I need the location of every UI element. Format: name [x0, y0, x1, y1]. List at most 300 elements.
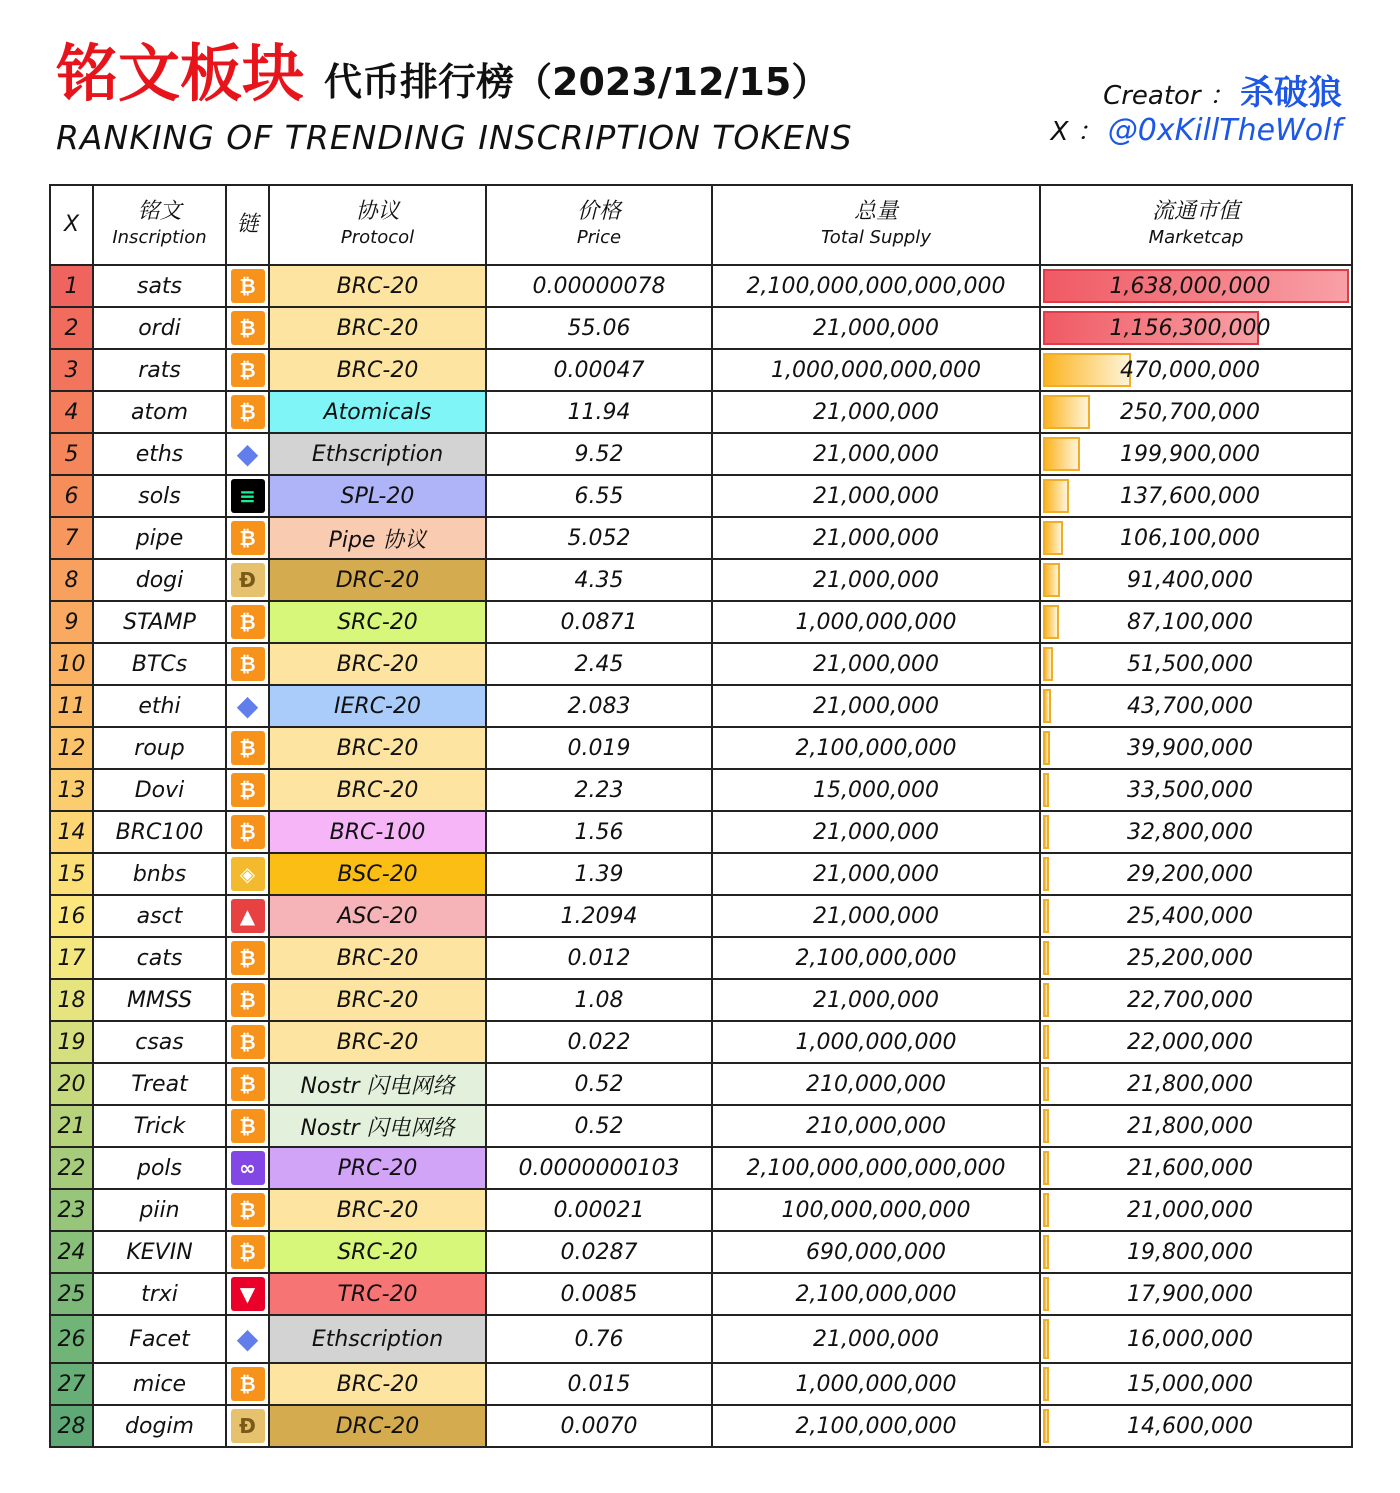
chain-cell	[226, 895, 269, 937]
total-supply-cell: 2,100,000,000	[712, 937, 1040, 979]
protocol-cell: BRC-20	[269, 1363, 486, 1405]
total-supply-cell: 21,000,000	[712, 433, 1040, 475]
marketcap-bar	[1043, 395, 1090, 429]
inscription-name: BTCs	[93, 643, 226, 685]
price-cell: 1.56	[486, 811, 712, 853]
chain-cell	[226, 1189, 269, 1231]
table-row	[50, 853, 1352, 895]
protocol-cell: Ethscription	[269, 1315, 486, 1363]
total-supply-cell: 100,000,000,000	[712, 1189, 1040, 1231]
marketcap-cell	[1040, 265, 1352, 307]
table-row	[50, 517, 1352, 559]
bnb-icon: ◈	[231, 857, 265, 891]
chain-cell	[226, 1063, 269, 1105]
price-cell: 11.94	[486, 391, 712, 433]
bitcoin-icon: ₿	[231, 605, 265, 639]
total-supply-cell: 210,000,000	[712, 1063, 1040, 1105]
total-supply-cell: 21,000,000	[712, 559, 1040, 601]
total-supply-cell: 2,100,000,000,000,000	[712, 1147, 1040, 1189]
table-row	[50, 1189, 1352, 1231]
inscription-name: trxi	[93, 1273, 226, 1315]
inscription-name: dogim	[93, 1405, 226, 1447]
table-header-row	[50, 185, 1352, 265]
marketcap-value: 25,200,000	[1127, 945, 1253, 971]
protocol-cell: ASC-20	[269, 895, 486, 937]
rank-cell: 7	[50, 517, 93, 559]
rank-cell: 15	[50, 853, 93, 895]
marketcap-value: 14,600,000	[1127, 1413, 1253, 1439]
marketcap-cell	[1040, 475, 1352, 517]
marketcap-cell	[1040, 1147, 1352, 1189]
bitcoin-icon: ₿	[231, 395, 265, 429]
table-row	[50, 937, 1352, 979]
price-cell: 0.0287	[486, 1231, 712, 1273]
total-supply-cell: 1,000,000,000	[712, 1021, 1040, 1063]
marketcap-bar	[1043, 773, 1049, 807]
chain-cell	[226, 769, 269, 811]
chain-cell	[226, 391, 269, 433]
table-row	[50, 559, 1352, 601]
chain-cell	[226, 1147, 269, 1189]
creator-name: 杀破狼	[1240, 73, 1342, 113]
bitcoin-icon: ₿	[231, 1109, 265, 1143]
bitcoin-icon: ₿	[231, 815, 265, 849]
total-supply-cell: 210,000,000	[712, 1105, 1040, 1147]
rank-cell: 8	[50, 559, 93, 601]
marketcap-bar	[1043, 479, 1069, 513]
price-cell: 9.52	[486, 433, 712, 475]
marketcap-value: 250,700,000	[1120, 399, 1260, 425]
chain-cell	[226, 685, 269, 727]
marketcap-cell	[1040, 349, 1352, 391]
rank-cell: 1	[50, 265, 93, 307]
marketcap-cell	[1040, 1189, 1352, 1231]
marketcap-cell	[1040, 811, 1352, 853]
marketcap-value: 199,900,000	[1120, 441, 1260, 467]
price-cell: 0.00021	[486, 1189, 712, 1231]
protocol-cell: DRC-20	[269, 559, 486, 601]
rank-cell: 12	[50, 727, 93, 769]
marketcap-cell	[1040, 1063, 1352, 1105]
inscription-name: Facet	[93, 1315, 226, 1363]
price-cell: 6.55	[486, 475, 712, 517]
marketcap-value: 87,100,000	[1127, 609, 1253, 635]
marketcap-bar	[1043, 605, 1059, 639]
total-supply-cell: 2,100,000,000	[712, 1273, 1040, 1315]
chain-cell	[226, 265, 269, 307]
bitcoin-icon: ₿	[231, 1367, 265, 1401]
marketcap-cell	[1040, 601, 1352, 643]
col-header-protocol: 协议 Protocol	[269, 185, 486, 265]
price-cell: 55.06	[486, 307, 712, 349]
table-row	[50, 811, 1352, 853]
protocol-cell: SPL-20	[269, 475, 486, 517]
total-supply-cell: 1,000,000,000,000	[712, 349, 1040, 391]
marketcap-value: 32,800,000	[1127, 819, 1253, 845]
inscription-name: csas	[93, 1021, 226, 1063]
col-header-total-supply: 总量 Total Supply	[712, 185, 1040, 265]
total-supply-cell: 21,000,000	[712, 643, 1040, 685]
inscription-name: mice	[93, 1363, 226, 1405]
marketcap-value: 22,700,000	[1127, 987, 1253, 1013]
marketcap-cell	[1040, 685, 1352, 727]
price-cell: 0.022	[486, 1021, 712, 1063]
table-row	[50, 979, 1352, 1021]
page-subtitle: RANKING OF TRENDING INSCRIPTION TOKENS	[56, 118, 853, 157]
protocol-cell: BRC-100	[269, 811, 486, 853]
marketcap-value: 1,638,000,000	[1109, 273, 1271, 299]
total-supply-cell: 21,000,000	[712, 895, 1040, 937]
ethereum-icon: ◆	[236, 689, 259, 722]
price-cell: 0.012	[486, 937, 712, 979]
chain-cell	[226, 1105, 269, 1147]
price-cell: 2.45	[486, 643, 712, 685]
total-supply-cell: 2,100,000,000	[712, 727, 1040, 769]
bitcoin-icon: ₿	[231, 647, 265, 681]
protocol-cell: DRC-20	[269, 1405, 486, 1447]
marketcap-value: 21,600,000	[1127, 1155, 1253, 1181]
table-row	[50, 1147, 1352, 1189]
rank-cell: 5	[50, 433, 93, 475]
price-cell: 0.0085	[486, 1273, 712, 1315]
protocol-cell: Nostr 闪电网络	[269, 1105, 486, 1147]
protocol-cell: PRC-20	[269, 1147, 486, 1189]
chain-cell	[226, 601, 269, 643]
chain-cell	[226, 349, 269, 391]
marketcap-bar	[1043, 1277, 1049, 1311]
table-row	[50, 601, 1352, 643]
polygon-icon: ∞	[231, 1151, 265, 1185]
table-row	[50, 727, 1352, 769]
marketcap-bar	[1043, 1319, 1049, 1359]
creator-label: Creator ：	[1103, 81, 1235, 111]
price-cell: 0.76	[486, 1315, 712, 1363]
bitcoin-icon: ₿	[231, 1193, 265, 1227]
marketcap-bar	[1043, 1193, 1049, 1227]
chain-cell	[226, 433, 269, 475]
ethereum-icon: ◆	[236, 437, 259, 470]
inscription-name: cats	[93, 937, 226, 979]
marketcap-value: 33,500,000	[1127, 777, 1253, 803]
protocol-cell: Nostr 闪电网络	[269, 1063, 486, 1105]
ranking-table	[49, 184, 1353, 1448]
inscription-name: roup	[93, 727, 226, 769]
protocol-cell: BRC-20	[269, 1189, 486, 1231]
inscription-name: MMSS	[93, 979, 226, 1021]
marketcap-cell	[1040, 1405, 1352, 1447]
rank-cell: 19	[50, 1021, 93, 1063]
marketcap-cell	[1040, 895, 1352, 937]
table-row	[50, 433, 1352, 475]
x-label: X ：	[1050, 117, 1103, 147]
x-handle-link[interactable]: @0xKillTheWolf	[1107, 113, 1342, 148]
marketcap-cell	[1040, 433, 1352, 475]
protocol-cell: SRC-20	[269, 601, 486, 643]
table-row	[50, 1363, 1352, 1405]
table-row	[50, 1231, 1352, 1273]
marketcap-cell	[1040, 517, 1352, 559]
chain-cell	[226, 307, 269, 349]
rank-cell: 23	[50, 1189, 93, 1231]
price-cell: 0.00000078	[486, 265, 712, 307]
rank-cell: 10	[50, 643, 93, 685]
chain-cell	[226, 475, 269, 517]
table-row	[50, 1021, 1352, 1063]
table-row	[50, 265, 1352, 307]
protocol-cell: Atomicals	[269, 391, 486, 433]
marketcap-bar	[1043, 647, 1053, 681]
rank-cell: 28	[50, 1405, 93, 1447]
inscription-name: KEVIN	[93, 1231, 226, 1273]
marketcap-cell	[1040, 853, 1352, 895]
chain-cell	[226, 559, 269, 601]
price-cell: 1.39	[486, 853, 712, 895]
rank-cell: 17	[50, 937, 93, 979]
inscription-name: piin	[93, 1189, 226, 1231]
marketcap-bar	[1043, 1235, 1049, 1269]
rank-cell: 21	[50, 1105, 93, 1147]
protocol-cell: SRC-20	[269, 1231, 486, 1273]
rank-cell: 3	[50, 349, 93, 391]
table-row	[50, 475, 1352, 517]
rank-cell: 22	[50, 1147, 93, 1189]
price-cell: 1.08	[486, 979, 712, 1021]
protocol-cell: BRC-20	[269, 1021, 486, 1063]
total-supply-cell: 690,000,000	[712, 1231, 1040, 1273]
table-row	[50, 769, 1352, 811]
tron-icon: ▼	[231, 1277, 265, 1311]
dogecoin-icon: Ð	[231, 563, 265, 597]
ethereum-icon: ◆	[236, 1322, 259, 1355]
total-supply-cell: 21,000,000	[712, 685, 1040, 727]
protocol-cell: Ethscription	[269, 433, 486, 475]
col-header-inscription: 铭文 Inscription	[93, 185, 226, 265]
marketcap-bar	[1043, 857, 1049, 891]
page-title	[56, 24, 830, 110]
marketcap-value: 91,400,000	[1127, 567, 1253, 593]
price-cell: 0.019	[486, 727, 712, 769]
marketcap-value: 29,200,000	[1127, 861, 1253, 887]
marketcap-bar	[1043, 731, 1050, 765]
protocol-cell: BRC-20	[269, 727, 486, 769]
table-row	[50, 1063, 1352, 1105]
total-supply-cell: 21,000,000	[712, 391, 1040, 433]
marketcap-bar	[1043, 437, 1080, 471]
marketcap-bar	[1043, 1367, 1049, 1401]
total-supply-cell: 1,000,000,000	[712, 1363, 1040, 1405]
chain-cell	[226, 937, 269, 979]
total-supply-cell: 21,000,000	[712, 979, 1040, 1021]
table-row	[50, 349, 1352, 391]
rank-cell: 6	[50, 475, 93, 517]
inscription-name: rats	[93, 349, 226, 391]
protocol-cell: IERC-20	[269, 685, 486, 727]
marketcap-cell	[1040, 1021, 1352, 1063]
rank-cell: 27	[50, 1363, 93, 1405]
inscription-name: atom	[93, 391, 226, 433]
total-supply-cell: 21,000,000	[712, 1315, 1040, 1363]
inscription-name: Treat	[93, 1063, 226, 1105]
marketcap-cell	[1040, 769, 1352, 811]
bitcoin-icon: ₿	[231, 1067, 265, 1101]
marketcap-value: 15,000,000	[1127, 1371, 1253, 1397]
marketcap-cell	[1040, 643, 1352, 685]
avalanche-icon: ▲	[231, 899, 265, 933]
rank-cell: 11	[50, 685, 93, 727]
marketcap-value: 106,100,000	[1120, 525, 1260, 551]
marketcap-bar	[1043, 689, 1051, 723]
protocol-cell: BRC-20	[269, 307, 486, 349]
protocol-cell: BRC-20	[269, 349, 486, 391]
marketcap-value: 43,700,000	[1127, 693, 1253, 719]
total-supply-cell: 21,000,000	[712, 811, 1040, 853]
inscription-name: ethi	[93, 685, 226, 727]
price-cell: 0.0000000103	[486, 1147, 712, 1189]
inscription-name: ordi	[93, 307, 226, 349]
chain-cell	[226, 1021, 269, 1063]
price-cell: 0.015	[486, 1363, 712, 1405]
col-header-rank: X	[50, 185, 93, 265]
chain-cell	[226, 811, 269, 853]
table-row	[50, 895, 1352, 937]
marketcap-value: 19,800,000	[1127, 1239, 1253, 1265]
rank-cell: 13	[50, 769, 93, 811]
table-row	[50, 391, 1352, 433]
chain-cell	[226, 1405, 269, 1447]
credit-block	[1051, 74, 1342, 150]
marketcap-bar	[1043, 1067, 1049, 1101]
total-supply-cell: 2,100,000,000	[712, 1405, 1040, 1447]
protocol-cell: BSC-20	[269, 853, 486, 895]
inscription-name: bnbs	[93, 853, 226, 895]
marketcap-value: 17,900,000	[1127, 1281, 1253, 1307]
title-sector: 铭文板块	[56, 37, 305, 110]
bitcoin-icon: ₿	[231, 269, 265, 303]
bitcoin-icon: ₿	[231, 521, 265, 555]
price-cell: 0.0070	[486, 1405, 712, 1447]
marketcap-bar	[1043, 1109, 1049, 1143]
marketcap-value: 470,000,000	[1120, 357, 1260, 383]
protocol-cell: BRC-20	[269, 643, 486, 685]
table-row	[50, 1105, 1352, 1147]
table-row	[50, 1273, 1352, 1315]
inscription-name: sols	[93, 475, 226, 517]
table-row	[50, 643, 1352, 685]
inscription-name: asct	[93, 895, 226, 937]
price-cell: 0.0871	[486, 601, 712, 643]
marketcap-bar	[1043, 815, 1049, 849]
marketcap-value: 51,500,000	[1127, 651, 1253, 677]
total-supply-cell: 2,100,000,000,000,000	[712, 265, 1040, 307]
marketcap-value: 137,600,000	[1120, 483, 1260, 509]
marketcap-bar	[1043, 521, 1063, 555]
marketcap-cell	[1040, 979, 1352, 1021]
chain-cell	[226, 1315, 269, 1363]
marketcap-cell	[1040, 1315, 1352, 1363]
bitcoin-icon: ₿	[231, 731, 265, 765]
marketcap-value: 25,400,000	[1127, 903, 1253, 929]
price-cell: 4.35	[486, 559, 712, 601]
marketcap-cell	[1040, 307, 1352, 349]
chain-cell	[226, 1231, 269, 1273]
col-header-chain: 链	[226, 185, 269, 265]
protocol-cell: BRC-20	[269, 937, 486, 979]
rank-cell: 18	[50, 979, 93, 1021]
rank-cell: 9	[50, 601, 93, 643]
inscription-name: pipe	[93, 517, 226, 559]
bitcoin-icon: ₿	[231, 1235, 265, 1269]
chain-cell	[226, 727, 269, 769]
dogecoin-icon: Ð	[231, 1409, 265, 1443]
table-row	[50, 685, 1352, 727]
inscription-name: Trick	[93, 1105, 226, 1147]
price-cell: 2.083	[486, 685, 712, 727]
marketcap-bar	[1043, 941, 1049, 975]
rank-cell: 20	[50, 1063, 93, 1105]
marketcap-cell	[1040, 1273, 1352, 1315]
rank-cell: 24	[50, 1231, 93, 1273]
marketcap-bar	[1043, 563, 1060, 597]
total-supply-cell: 21,000,000	[712, 307, 1040, 349]
bitcoin-icon: ₿	[231, 1025, 265, 1059]
marketcap-bar	[1043, 983, 1049, 1017]
protocol-cell: BRC-20	[269, 979, 486, 1021]
marketcap-value: 16,000,000	[1127, 1326, 1253, 1352]
marketcap-bar	[1043, 353, 1131, 387]
chain-cell	[226, 1273, 269, 1315]
marketcap-cell	[1040, 727, 1352, 769]
rank-cell: 14	[50, 811, 93, 853]
marketcap-value: 21,800,000	[1127, 1071, 1253, 1097]
x-handle-line	[1051, 112, 1342, 150]
inscription-name: Dovi	[93, 769, 226, 811]
bitcoin-icon: ₿	[231, 983, 265, 1017]
marketcap-bar	[1043, 1025, 1049, 1059]
inscription-name: STAMP	[93, 601, 226, 643]
marketcap-cell	[1040, 1231, 1352, 1273]
marketcap-cell	[1040, 559, 1352, 601]
marketcap-bar	[1043, 1151, 1049, 1185]
protocol-cell: Pipe 协议	[269, 517, 486, 559]
rank-cell: 2	[50, 307, 93, 349]
marketcap-cell	[1040, 391, 1352, 433]
chain-cell	[226, 643, 269, 685]
col-header-price: 价格 Price	[486, 185, 712, 265]
marketcap-cell	[1040, 937, 1352, 979]
col-header-marketcap: 流通市值 Marketcap	[1040, 185, 1352, 265]
chain-cell	[226, 517, 269, 559]
marketcap-bar	[1043, 899, 1049, 933]
marketcap-cell	[1040, 1363, 1352, 1405]
rank-cell: 16	[50, 895, 93, 937]
total-supply-cell: 1,000,000,000	[712, 601, 1040, 643]
chain-cell	[226, 1363, 269, 1405]
price-cell: 0.52	[486, 1063, 712, 1105]
protocol-cell: BRC-20	[269, 769, 486, 811]
price-cell: 0.00047	[486, 349, 712, 391]
price-cell: 5.052	[486, 517, 712, 559]
protocol-cell: BRC-20	[269, 265, 486, 307]
marketcap-value: 22,000,000	[1127, 1029, 1253, 1055]
rank-cell: 26	[50, 1315, 93, 1363]
bitcoin-icon: ₿	[231, 773, 265, 807]
total-supply-cell: 21,000,000	[712, 517, 1040, 559]
marketcap-value: 39,900,000	[1127, 735, 1253, 761]
solana-icon: ≡	[231, 479, 265, 513]
title-ranking: 代币排行榜（2023/12/15）	[324, 60, 830, 104]
price-cell: 0.52	[486, 1105, 712, 1147]
marketcap-value: 1,156,300,000	[1109, 315, 1271, 341]
